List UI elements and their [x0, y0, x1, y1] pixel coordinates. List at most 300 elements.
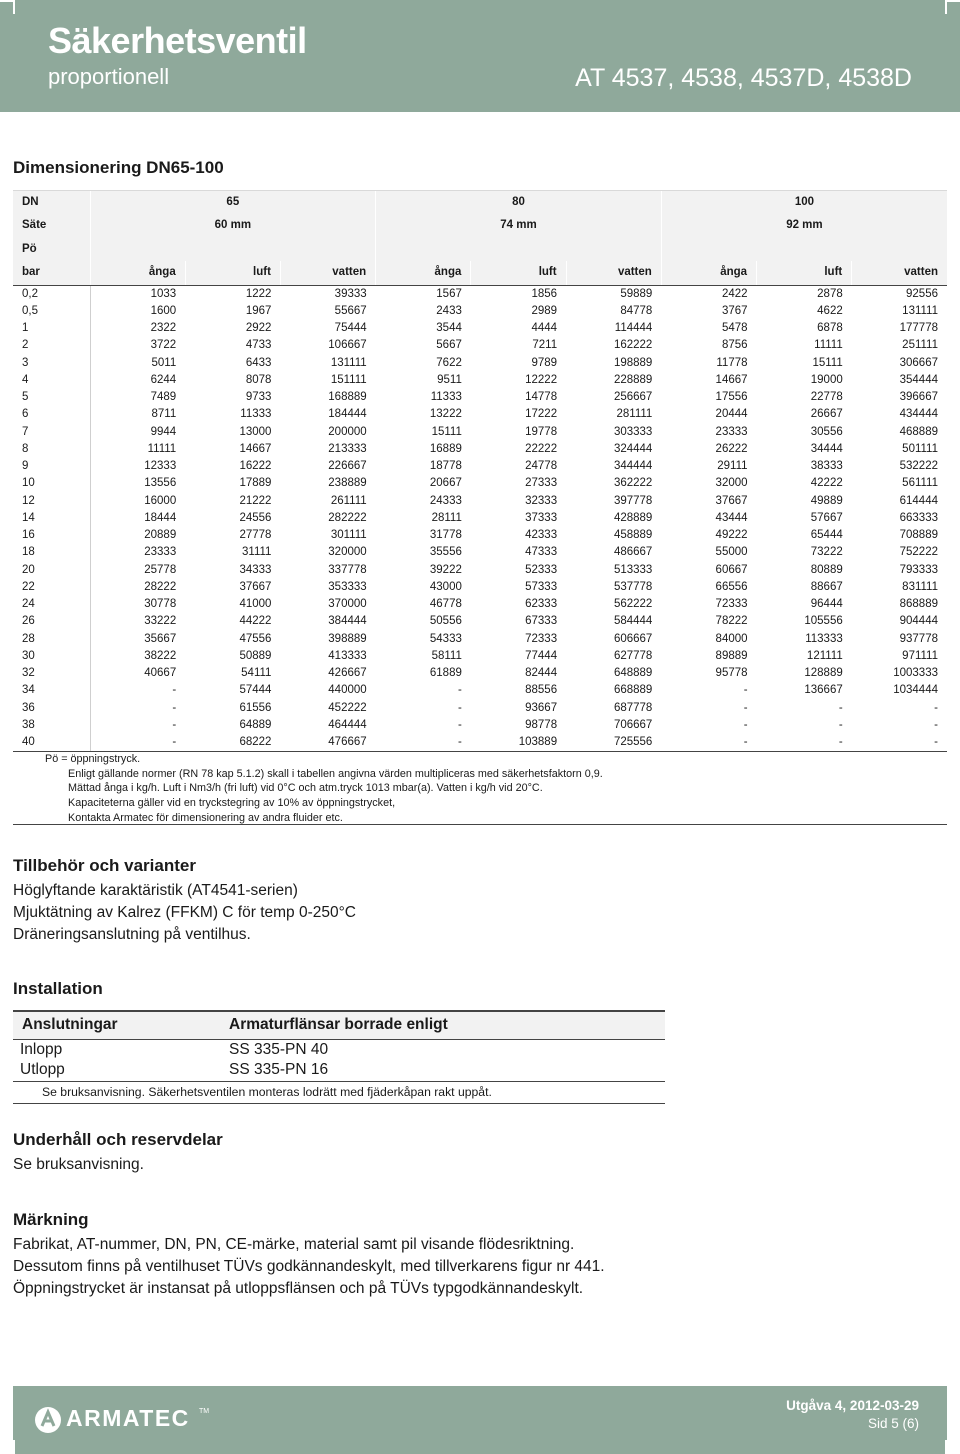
capacity-cell: 75444	[334, 322, 367, 335]
marking-line: Öppningstrycket är instansat på utloppsflänsen och på TÜVs typgodkännandeskylt.	[13, 1280, 584, 1297]
table-row	[13, 320, 947, 337]
inlet-label: Inlopp	[20, 1040, 63, 1058]
capacity-cell: 15111	[812, 356, 843, 369]
capacity-cell: 65444	[810, 529, 843, 542]
capacity-cell: 13556	[144, 477, 177, 490]
inlet-value: SS 335-PN 40	[229, 1040, 329, 1058]
capacity-cell: 40667	[144, 667, 177, 680]
capacity-cell: 8711	[151, 408, 177, 421]
table-row	[13, 406, 947, 423]
document-title: Säkerhetsventil	[48, 20, 307, 61]
capacity-cell: 93667	[525, 701, 558, 714]
capacity-cell: 11778	[716, 356, 748, 369]
accessories-heading: Tillbehör och varianter	[13, 856, 196, 875]
capacity-cell: 562222	[613, 598, 653, 611]
installation-note-row	[13, 1081, 665, 1103]
capacity-cell: -	[743, 684, 748, 697]
capacity-cell: 84000	[715, 632, 748, 645]
capacity-cell: -	[458, 701, 462, 714]
capacity-cell: 88667	[810, 580, 843, 593]
capacity-cell: 73222	[810, 546, 843, 559]
capacity-cell: 7489	[150, 391, 177, 404]
capacity-cell: 344444	[613, 460, 653, 473]
capacity-cell: 38222	[144, 649, 177, 662]
outlet-label: Utlopp	[20, 1061, 65, 1079]
pressure-cell: 26	[13, 613, 90, 630]
corner-mark	[0, 0, 14, 2]
pressure-cell: 24	[13, 596, 90, 613]
dn-100: 100	[661, 191, 947, 215]
capacity-cell: 131111	[902, 304, 938, 317]
page-footer	[13, 1386, 947, 1454]
capacity-cell: 9944	[150, 425, 177, 438]
capacity-cell: 54333	[429, 632, 462, 645]
capacity-cell: 19778	[525, 425, 558, 438]
accessory-item: Höglyftande karaktäristik (AT4541-serien)	[13, 882, 298, 899]
header-row-dn	[13, 191, 947, 215]
capacity-cell: 831111	[902, 580, 938, 593]
capacity-cell: 752222	[899, 546, 938, 559]
capacity-cell: 17889	[239, 477, 272, 490]
table-row	[13, 613, 947, 630]
corner-mark	[945, 0, 947, 14]
capacity-cell: -	[934, 701, 938, 714]
capacity-cell: 14667	[239, 442, 272, 455]
maintenance-heading: Underhåll och reservdelar	[13, 1130, 223, 1149]
pressure-cell: 3	[13, 355, 90, 372]
capacity-cell: 58111	[431, 649, 462, 662]
unit-header: luft	[471, 261, 566, 285]
capacity-cell: 228889	[613, 373, 653, 386]
capacity-cell: 706667	[613, 718, 653, 731]
capacity-cell: 725556	[566, 734, 661, 752]
dimensioning-table-body	[13, 285, 947, 752]
capacity-cell: 1856	[531, 287, 558, 300]
capacity-cell: 687778	[613, 701, 653, 714]
capacity-cell: 16222	[239, 460, 272, 473]
capacity-cell: 88556	[525, 684, 558, 697]
capacity-cell: 23333	[715, 425, 748, 438]
capacity-cell: 55000	[715, 546, 748, 559]
pressure-cell: 16	[13, 527, 90, 544]
capacity-cell: 131111	[330, 356, 367, 369]
capacity-cell: 57444	[239, 684, 272, 697]
capacity-cell: 11333	[430, 391, 462, 404]
capacity-cell: 66556	[715, 580, 748, 593]
pressure-cell: 0,5	[13, 303, 90, 320]
accessory-item: Mjuktätning av Kalrez (FFKM) C för temp 0-250°C	[13, 904, 356, 921]
capacity-cell: 486667	[613, 546, 653, 559]
trademark: TM	[199, 1408, 210, 1415]
capacity-cell: 384444	[328, 615, 367, 628]
capacity-cell: 13222	[429, 408, 462, 421]
capacity-cell: -	[458, 684, 462, 697]
capacity-cell: 11333	[240, 408, 272, 421]
capacity-cell: 67333	[525, 615, 558, 628]
pressure-cell: 36	[13, 700, 90, 717]
capacity-cell: 37667	[715, 494, 748, 507]
note-line: Kontakta Armatec för dimensionering av andra fluider etc.	[68, 811, 343, 824]
capacity-cell: -	[743, 701, 748, 714]
capacity-cell: -	[90, 734, 185, 752]
po-cell	[661, 238, 947, 261]
capacity-cell: 24556	[239, 511, 272, 524]
capacity-cell: 15111	[431, 425, 462, 438]
capacity-cell: 17222	[525, 408, 558, 421]
capacity-cell: 31778	[429, 529, 462, 542]
capacity-cell: 904444	[899, 615, 938, 628]
document-subtitle: proportionell	[48, 64, 170, 89]
unit-bar: bar	[13, 261, 90, 285]
capacity-cell: 22778	[810, 391, 843, 404]
pressure-cell: 12	[13, 493, 90, 510]
capacity-cell: 96444	[810, 598, 843, 611]
table-row	[13, 700, 947, 717]
outlet-value: SS 335-PN 16	[229, 1061, 329, 1079]
capacity-cell: 708889	[899, 529, 938, 542]
pressure-cell: 22	[13, 579, 90, 596]
capacity-cell: 501111	[902, 442, 938, 455]
capacity-cell: -	[852, 734, 947, 752]
capacity-cell: 2922	[245, 322, 272, 335]
capacity-cell: 106667	[328, 339, 367, 352]
pressure-cell: 28	[13, 631, 90, 648]
pressure-cell: 7	[13, 424, 90, 441]
capacity-cell: 4622	[817, 304, 843, 317]
seat-label: Säte	[13, 214, 90, 237]
divider	[13, 824, 947, 825]
capacity-cell: 1034444	[893, 684, 938, 697]
capacity-cell: -	[934, 718, 938, 731]
po-cell	[90, 238, 376, 261]
capacity-cell: 6244	[150, 373, 177, 386]
header-row-units	[13, 261, 947, 285]
capacity-cell: 57333	[525, 580, 558, 593]
capacity-cell: 32333	[525, 494, 558, 507]
capacity-cell: -	[838, 701, 843, 714]
table-row	[13, 441, 947, 458]
capacity-cell: 20444	[715, 408, 748, 421]
capacity-cell: 213333	[328, 442, 367, 455]
table-row	[13, 355, 947, 372]
capacity-cell: 4733	[245, 339, 272, 352]
capacity-cell: 42222	[810, 477, 843, 490]
capacity-cell: 18444	[144, 511, 177, 524]
capacity-cell: 184444	[328, 408, 367, 421]
table-row	[13, 303, 947, 320]
capacity-cell: 17556	[715, 391, 748, 404]
capacity-cell: 1967	[245, 304, 272, 317]
capacity-cell: 648889	[613, 667, 653, 680]
pressure-cell: 1	[13, 320, 90, 337]
capacity-cell: 80889	[810, 563, 843, 576]
po-cell	[376, 238, 662, 261]
capacity-cell: 561111	[902, 477, 938, 490]
capacity-cell: 614444	[899, 494, 938, 507]
table-row	[13, 544, 947, 561]
capacity-cell: 46778	[429, 598, 462, 611]
capacity-cell: 61556	[239, 701, 272, 714]
dn-65: 65	[90, 191, 376, 215]
capacity-cell: 532222	[899, 460, 938, 473]
pressure-cell: 32	[13, 665, 90, 682]
capacity-cell: 20889	[144, 529, 177, 542]
capacity-cell: 261111	[330, 494, 367, 507]
dimensioning-table-header	[13, 191, 947, 286]
capacity-cell: 57667	[810, 511, 843, 524]
capacity-cell: 281111	[616, 408, 653, 421]
note-line: Mättad ånga i kg/h. Luft i Nm3/h (fri luft) vid 0°C och atm.tryck 1013 mbar(a). Vatten i kg/h vid 20°C.	[68, 782, 543, 795]
capacity-cell: 26667	[810, 408, 843, 421]
edition-date: Utgåva 4, 2012-03-29	[786, 1398, 919, 1413]
capacity-cell: 39222	[429, 563, 462, 576]
capacity-cell: 396667	[899, 391, 938, 404]
capacity-cell: 82444	[525, 667, 558, 680]
capacity-cell: 34333	[239, 563, 272, 576]
seat-100: 92 mm	[661, 214, 947, 237]
installation-row-inlet	[13, 1039, 665, 1060]
capacity-cell: 6878	[817, 322, 843, 335]
table-row	[13, 596, 947, 613]
capacity-cell: 440000	[328, 684, 367, 697]
corner-mark	[945, 1440, 947, 1454]
table-row	[13, 337, 947, 354]
marking-line: Dessutom finns på ventilhuset TÜVs godkännandeskylt, med tillverkarens figur nr 441.	[13, 1258, 605, 1275]
capacity-cell: 28111	[431, 511, 462, 524]
capacity-cell: 7622	[436, 356, 462, 369]
pressure-cell: 0,2	[13, 285, 90, 303]
capacity-cell: 27778	[239, 529, 272, 542]
capacity-cell: 428889	[613, 511, 653, 524]
armatec-logo-icon	[33, 1405, 63, 1435]
capacity-cell: 14778	[525, 391, 558, 404]
capacity-cell: 136667	[804, 684, 843, 697]
capacity-cell: 92556	[906, 287, 938, 300]
capacity-cell: 34444	[810, 442, 843, 455]
capacity-cell: 320000	[328, 546, 367, 559]
capacity-cell: 8078	[245, 373, 272, 386]
capacity-cell: 303333	[613, 425, 653, 438]
capacity-cell: 226667	[328, 460, 367, 473]
capacity-cell: 14667	[715, 373, 748, 386]
capacity-cell: 113333	[805, 632, 843, 645]
pressure-cell: 8	[13, 441, 90, 458]
marking-line: Fabrikat, AT-nummer, DN, PN, CE-märke, material samt pil visande flödesriktning.	[13, 1236, 575, 1253]
capacity-cell: 22222	[525, 442, 558, 455]
capacity-cell: 476667	[280, 734, 375, 752]
pressure-cell: 9	[13, 458, 90, 475]
capacity-cell: 468889	[899, 425, 938, 438]
capacity-cell: 426667	[328, 667, 367, 680]
table-row	[13, 510, 947, 527]
accessories-list	[13, 880, 356, 946]
capacity-cell: 606667	[613, 632, 653, 645]
capacity-cell: 37667	[239, 580, 272, 593]
model-numbers: AT 4537, 4538, 4537D, 4538D	[575, 64, 912, 92]
capacity-cell: 37333	[525, 511, 558, 524]
table-row	[13, 493, 947, 510]
capacity-cell: 50556	[429, 615, 462, 628]
capacity-cell: 1033	[150, 287, 177, 300]
capacity-cell: 9511	[437, 373, 462, 386]
capacity-cell: 452222	[328, 701, 367, 714]
accessory-item: Dräneringsanslutning på ventilhus.	[13, 926, 251, 943]
capacity-cell: 282222	[328, 511, 367, 524]
connections-header: Anslutningar	[13, 1011, 220, 1039]
maintenance-text: Se bruksanvisning.	[13, 1156, 144, 1173]
capacity-cell: 2322	[150, 322, 177, 335]
capacity-cell: 12333	[144, 460, 177, 473]
table-row	[13, 372, 947, 389]
pressure-cell: 14	[13, 510, 90, 527]
capacity-cell: -	[376, 734, 471, 752]
unit-header: ånga	[376, 261, 471, 285]
seat-65: 60 mm	[90, 214, 376, 237]
capacity-cell: 2878	[817, 287, 843, 300]
capacity-cell: 39333	[334, 287, 367, 300]
capacity-cell: 793333	[899, 563, 938, 576]
capacity-cell: 668889	[613, 684, 653, 697]
capacity-cell: 324444	[613, 442, 653, 455]
capacity-cell: 151111	[330, 373, 367, 386]
capacity-cell: 434444	[899, 408, 938, 421]
capacity-cell: 25778	[144, 563, 177, 576]
table-row	[13, 648, 947, 665]
capacity-cell: 177778	[899, 322, 938, 335]
capacity-cell: 3722	[150, 339, 177, 352]
capacity-cell: 1567	[436, 287, 462, 300]
header-row-po	[13, 238, 947, 261]
dimensioning-heading: Dimensionering DN65-100	[13, 158, 224, 177]
capacity-cell: 2433	[436, 304, 462, 317]
capacity-cell: -	[838, 718, 843, 731]
capacity-cell: -	[172, 684, 177, 697]
pressure-cell: 30	[13, 648, 90, 665]
note-line: Kapaciteterna gäller vid en tryckstegring av 10% av öppningstrycket,	[68, 797, 396, 810]
capacity-cell: 2422	[721, 287, 748, 300]
pressure-cell: 5	[13, 389, 90, 406]
capacity-cell: 32000	[715, 477, 748, 490]
capacity-cell: 121111	[806, 649, 843, 662]
capacity-cell: 337778	[328, 563, 367, 576]
capacity-cell: 103889	[471, 734, 566, 752]
installation-header-row	[13, 1011, 665, 1039]
capacity-cell: -	[661, 734, 756, 752]
page-number: Sid 5 (6)	[867, 1416, 919, 1431]
table-row	[13, 631, 947, 648]
capacity-cell: 30556	[810, 425, 843, 438]
unit-header: vatten	[280, 261, 375, 285]
pressure-cell: 20	[13, 562, 90, 579]
capacity-cell: 11111	[814, 339, 843, 352]
capacity-cell: -	[172, 701, 177, 714]
capacity-cell: 47556	[239, 632, 272, 645]
unit-header: ånga	[661, 261, 756, 285]
table-row	[13, 475, 947, 492]
capacity-cell: 78222	[715, 615, 748, 628]
capacity-cell: 5667	[436, 339, 462, 352]
capacity-cell: 27333	[525, 477, 558, 490]
capacity-cell: 61889	[429, 667, 462, 680]
capacity-cell: 584444	[613, 615, 653, 628]
capacity-cell: 54111	[241, 667, 272, 680]
capacity-cell: 9733	[245, 391, 272, 404]
capacity-cell: 43444	[715, 511, 748, 524]
unit-header: vatten	[852, 261, 947, 285]
capacity-cell: 413333	[328, 649, 367, 662]
capacity-cell: 937778	[899, 632, 938, 645]
pressure-cell: 4	[13, 372, 90, 389]
capacity-cell: 627778	[613, 649, 653, 662]
unit-header: vatten	[566, 261, 661, 285]
capacity-cell: 398889	[328, 632, 367, 645]
capacity-cell: 28222	[144, 580, 177, 593]
page-header	[0, 0, 960, 112]
capacity-cell: 3767	[721, 304, 748, 317]
capacity-cell: 5011	[151, 356, 177, 369]
po-label: Pö	[13, 238, 90, 261]
capacity-cell: 20667	[429, 477, 462, 490]
capacity-cell: 19000	[810, 373, 843, 386]
capacity-cell: 52333	[525, 563, 558, 576]
capacity-cell: 64889	[239, 718, 272, 731]
capacity-cell: 2989	[531, 304, 558, 317]
capacity-cell: 354444	[899, 373, 938, 386]
capacity-cell: 35667	[144, 632, 177, 645]
capacity-cell: 24778	[525, 460, 558, 473]
header-row-seat	[13, 214, 947, 237]
table-row	[13, 285, 947, 303]
capacity-cell: 98778	[525, 718, 558, 731]
capacity-cell: 16000	[144, 494, 177, 507]
installation-note: Se bruksanvisning. Säkerhetsventilen monteras lodrätt med fjäderkåpan rakt uppåt.	[13, 1081, 665, 1103]
capacity-cell: 72333	[525, 632, 558, 645]
table-row	[13, 734, 947, 752]
table-row	[13, 717, 947, 734]
capacity-cell: 362222	[613, 477, 653, 490]
capacity-cell: 13000	[239, 425, 272, 438]
capacity-cell: 971111	[902, 649, 938, 662]
capacity-cell: 353333	[328, 580, 367, 593]
capacity-cell: 6433	[245, 356, 272, 369]
corner-mark	[13, 0, 15, 14]
capacity-cell: 128889	[804, 667, 843, 680]
pressure-cell: 2	[13, 337, 90, 354]
table-row	[13, 682, 947, 699]
capacity-cell: 89889	[715, 649, 748, 662]
table-row	[13, 389, 947, 406]
pressure-cell: 6	[13, 406, 90, 423]
marking-text	[13, 1234, 665, 1300]
capacity-cell: 7211	[532, 339, 558, 352]
capacity-cell: 105556	[804, 615, 843, 628]
capacity-cell: 301111	[330, 529, 367, 542]
capacity-cell: 77444	[525, 649, 558, 662]
table-row	[13, 458, 947, 475]
capacity-cell: 1222	[245, 287, 272, 300]
unit-header: luft	[185, 261, 280, 285]
table-row	[13, 579, 947, 596]
table-row	[13, 527, 947, 544]
capacity-cell: 23333	[144, 546, 177, 559]
pressure-cell: 38	[13, 717, 90, 734]
capacity-cell: 49889	[810, 494, 843, 507]
capacity-cell: -	[172, 718, 177, 731]
capacity-cell: 256667	[613, 391, 653, 404]
capacity-cell: 41000	[239, 598, 272, 611]
capacity-cell: 9789	[531, 356, 558, 369]
note-line: Enligt gällande normer (RN 78 kap 5.1.2) skall i tabellen angivna värden multipliceras med säkerhetsfaktorn 0,9.	[68, 767, 603, 780]
